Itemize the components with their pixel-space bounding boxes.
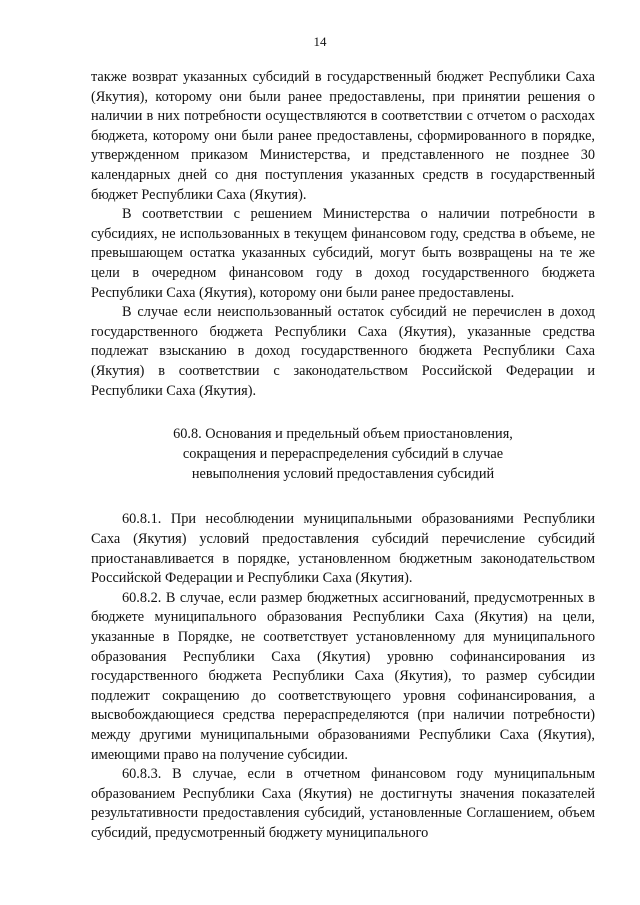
section-heading <box>91 425 595 484</box>
document-body <box>91 68 595 844</box>
clause-60-8-1: 60.8.1. При несоблюдении муниципальными образованиями Республики Саха (Якутия) условий предоставления субсидий перечисление субсидий приостанавливается в порядке, установленном бюджетным законодательством Российской Федерации и Республики Саха (Якутия). <box>91 511 595 587</box>
paragraph-recovery: В случае если неиспользованный остаток субсидий не перечислен в доход государственного бюджета Республики Саха (Якутия), указанные средства подлежат взысканию в доход государственного бюджета Республики Саха (Якутия) в соответствии с законодательством Российской Федерации и Республики Саха (Якутия). <box>91 304 595 399</box>
paragraph-continuation: также возврат указанных субсидий в государственный бюджет Республики Саха (Якутия), которому они были ранее предоставлены, при принятии решения о наличии в них потребности осуществляются в соответствии с отчетом о расходах бюджета, которому они были ранее предоставлены, сформированного в порядке, утвержденном приказом Министерства, и представленного не позднее 30 календарных дней со дня поступления указанных средств в государственный бюджет Республики Саха (Якутия). <box>91 69 595 203</box>
section-heading-line: сокращения и перераспределения субсидий в случае <box>182 445 504 462</box>
section-heading-line: 60.8. Основания и предельный объем приостановления, <box>173 426 513 443</box>
clause-60-8-3: 60.8.3. В случае, если в отчетном финансовом году муниципальным образованием Республики Саха (Якутия) не достигнуты значения показателей результативности предоставления субсидий, установленные Соглашением, объем субсидий, предусмотренный бюджету муниципального <box>91 766 595 841</box>
page-number: 14 <box>313 34 327 49</box>
paragraph-return-decision: В соответствии с решением Министерства о наличии потребности в субсидиях, не использованных в текущем финансовом году, средства в объеме, не превышающем остатка указанных субсидий, могут быть возвращены на те же цели в очередном финансовом году в доход государственного бюджета Республики Саха (Якутия), которому они были ранее предоставлены. <box>91 206 595 301</box>
section-heading-line: невыполнения условий предоставления субсидий <box>191 465 495 482</box>
clause-60-8-2: 60.8.2. В случае, если размер бюджетных ассигнований, предусмотренных в бюджете муниципального образования Республики Саха (Якутия) на цели, указанные в Порядке, не соответствует установленному для муниципального образования Республики Саха (Якутия) уровню софинансирования из государственного бюджета Республики Саха (Якутия), то размер субсидии подлежит сокращению до соответствующего уровня софинансирования, а высвобождающиеся средства перераспределяются (при наличии потребности) между другими муниципальными образованиями Республики Саха (Якутия), имеющими право на получение субсидии. <box>91 589 595 763</box>
